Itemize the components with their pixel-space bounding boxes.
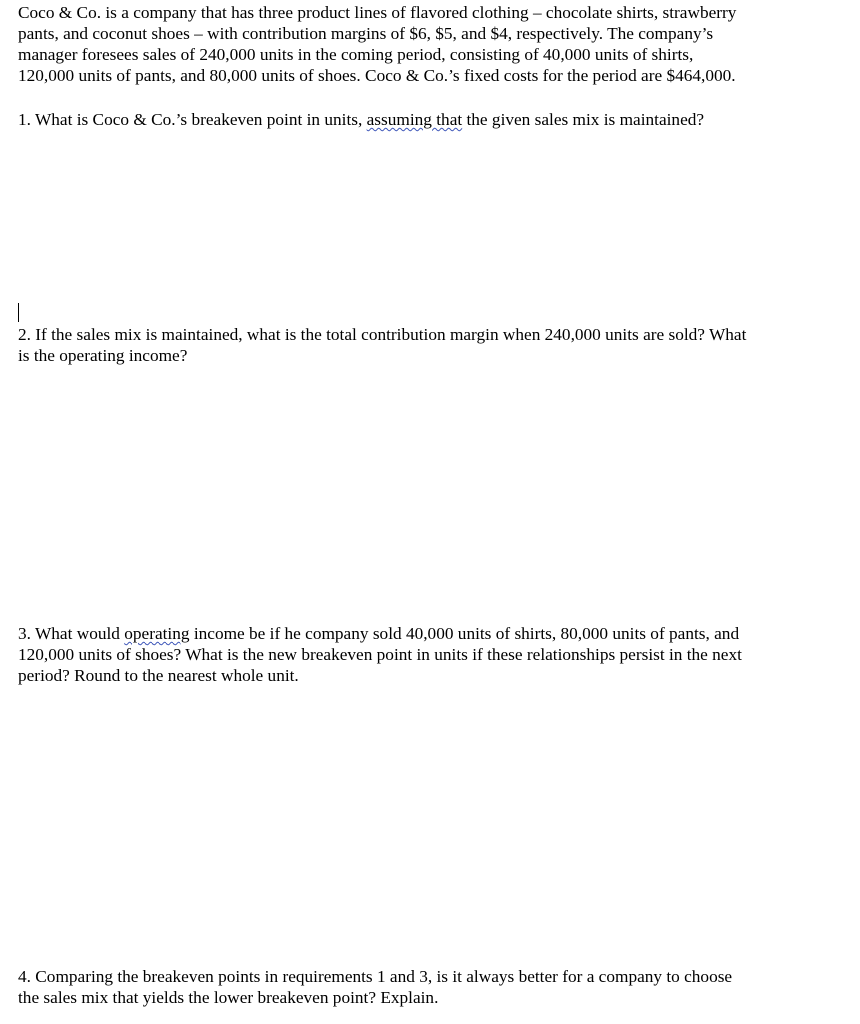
question-1-text-start: 1. What is Coco & Co.’s breakeven point in units,: [18, 110, 367, 129]
spellcheck-flagged-word[interactable]: operating: [124, 624, 190, 643]
question-1: [18, 109, 704, 130]
question-3-line: 120,000 units of shoes? What is the new breakeven point in units if these relationships persist in the next: [18, 645, 742, 664]
question-2-line: 2. If the sales mix is maintained, what is the total contribution margin when 240,000 units are sold? What: [18, 325, 747, 344]
question-3-text-end: income be if he company sold 40,000 units of shirts, 80,000 units of pants, and: [189, 624, 740, 643]
question-3-line: [18, 623, 742, 644]
question-4: [18, 966, 732, 1008]
question-2: [18, 324, 746, 366]
question-3-line: period? Round to the nearest whole unit.: [18, 666, 299, 685]
spellcheck-flagged-phrase[interactable]: assuming that: [366, 110, 463, 129]
question-3: [18, 623, 742, 686]
question-1-text-end: the given sales mix is maintained?: [462, 110, 705, 129]
intro-line: manager foresees sales of 240,000 units in the coming period, consisting of 40,000 units of shirts,: [18, 45, 694, 64]
intro-paragraph: [18, 2, 736, 86]
question-4-line: the sales mix that yields the lower breakeven point? Explain.: [18, 988, 439, 1007]
intro-line: Coco & Co. is a company that has three product lines of flavored clothing – chocolate shirts, strawberry: [18, 3, 737, 22]
text-cursor: [18, 303, 19, 322]
question-1-line: [18, 109, 704, 130]
question-4-line: 4. Comparing the breakeven points in requirements 1 and 3, is it always better for a company to choose: [18, 967, 733, 986]
intro-line: 120,000 units of pants, and 80,000 units of shoes. Coco & Co.’s fixed costs for the period are $464,000.: [18, 66, 736, 85]
question-2-line: is the operating income?: [18, 346, 188, 365]
question-3-text-start: 3. What would: [18, 624, 125, 643]
intro-line: pants, and coconut shoes – with contribution margins of $6, $5, and $4, respectively. The company’s: [18, 24, 714, 43]
